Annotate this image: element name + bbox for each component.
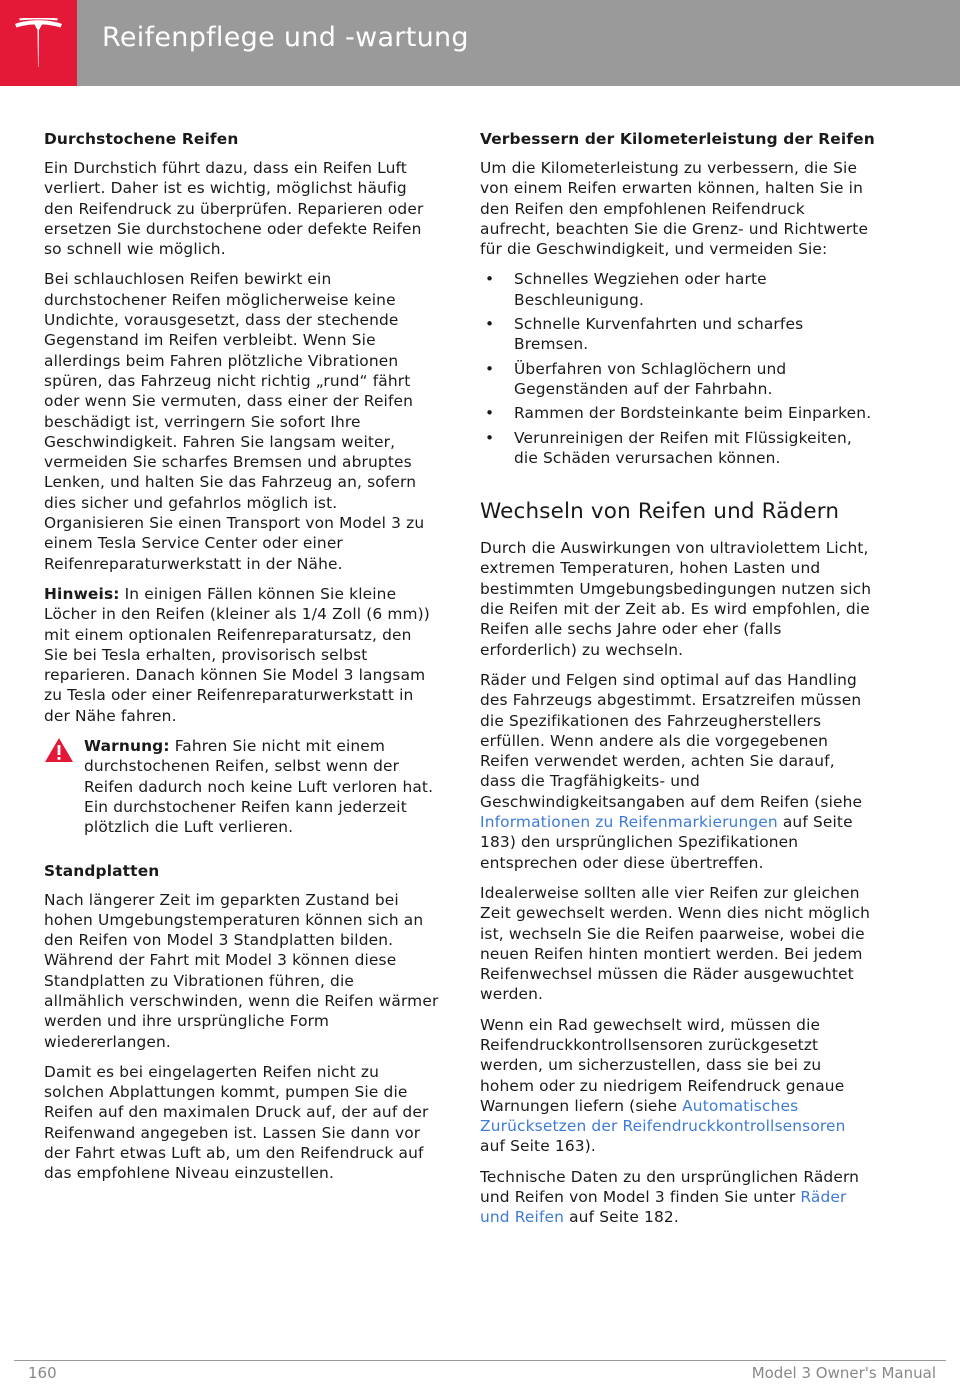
- paragraph: Ein Durchstich führt dazu, dass ein Reifen Luft verliert. Daher ist es wichtig, möglichst häufig den Reifendruck zu überprüfen. Reparieren oder ersetzen Sie durchstochene oder defekte Reifen so schnell wie möglich.: [44, 159, 424, 259]
- note: [44, 584, 439, 726]
- tesla-logo-icon: [13, 18, 64, 68]
- note-label: Hinweis:: [44, 584, 120, 603]
- paragraph: Durch die Auswirkungen von ultraviolettem Licht, extremen Temperaturen, hohen Lasten und bestimmten Umgebungsbedingungen nutzen sich die Reifen mit der Zeit ab. Es wird empfohlen, die Reifen alle sechs Jahre oder eher (falls erforderlich) zu wechseln.: [480, 539, 872, 659]
- page-title: Reifenpflege und -wartung: [102, 22, 469, 53]
- right-column: [480, 128, 875, 1238]
- link-tire-markings[interactable]: Informationen zu Reifenmarkierungen: [480, 813, 778, 832]
- heading-replacing-tires: Wechseln von Reifen und Rädern: [480, 499, 840, 525]
- heading-punctured-tires: Durchstochene Reifen: [44, 130, 239, 148]
- left-column: [44, 128, 439, 1194]
- paragraph: Bei schlauchlosen Reifen bewirkt ein durchstochener Reifen möglicherweise keine Undichte, vorausgesetzt, dass der stechende Gegenstand im Reifen verbleibt. Wenn Sie allerdings beim Fahren plötzliche Vibrationen spüren, das Fahrzeug nicht richtig „rund“ fährt oder wenn Sie vermuten, dass einer der Reifen beschädigt ist, verringern Sie sofort Ihre Geschwindigkeit. Fahren Sie langsam weiter, vermeiden Sie scharfes Bremsen und abruptes Lenken, und halten Sie das Fahrzeug an, sofern dies sicher und gefahrlos möglich ist. Organisieren Sie einen Transport von Model 3 zu einem Tesla Service Center oder einer Reifenreparaturwerkstatt in der Nähe.: [44, 270, 425, 573]
- link-wheels-tires[interactable]: Räder und Reifen: [480, 1188, 847, 1227]
- warning-box: [44, 736, 439, 837]
- text-span: auf Seite 183) den ursprünglichen Spezifikationen entsprechen oder diese übertreffen.: [480, 813, 853, 872]
- warning-text: Fahren Sie nicht mit einem durchstochenen Reifen, selbst wenn der Reifen dadurch noch keine Luft verloren hat. Ein durchstochener Reifen kann jederzeit plötzlich die Luft verlieren.: [84, 737, 434, 837]
- page-header: [0, 0, 960, 86]
- text-span: Technische Daten zu den ursprünglichen Rädern und Reifen von Model 3 finden Sie unter: [480, 1167, 860, 1207]
- footer-divider: [14, 1360, 946, 1361]
- page-number: 160: [28, 1364, 57, 1382]
- paragraph: [480, 1167, 875, 1228]
- list-item: • Schnelles Wegziehen oder harte Beschleunigung.: [480, 269, 875, 310]
- warning-label: Warnung:: [84, 737, 170, 756]
- link-tpms-reset[interactable]: Automatisches Zurücksetzen der Reifendruckkontrollsensoren: [480, 1096, 846, 1136]
- list-item: • Überfahren von Schlaglöchern und Gegenständen auf der Fahrbahn.: [480, 359, 875, 400]
- paragraph: Idealerweise sollten alle vier Reifen zur gleichen Zeit gewechselt werden. Wenn dies nicht möglich ist, wechseln Sie die Reifen paarweise, wobei die neuen Reifen hinten montiert werden. Bei jedem Reifenwechsel müssen die Räder ausgewuchtet werden.: [480, 883, 871, 1004]
- warning-icon: [44, 737, 74, 763]
- heading-tire-mileage: Verbessern der Kilometerleistung der Reifen: [480, 130, 875, 148]
- text-span: Wenn ein Rad gewechselt wird, müssen die Reifendruckkontrollsensoren zurückgesetzt werden, um sicherzustellen, dass sie bei zu hohem oder zu niedrigem Reifendruck genaue Warnungen liefern (siehe: [480, 1015, 845, 1115]
- list-item: • Rammen der Bordsteinkante beim Einparken.: [480, 403, 875, 423]
- paragraph: Um die Kilometerleistung zu verbessern, die Sie von einem Reifen erwarten können, halten Sie in den Reifen den empfohlenen Reifendruck aufrecht, beachten Sie die Grenz- und Richtwerte für die Geschwindigkeit, und vermeiden Sie:: [480, 159, 869, 259]
- manual-title: Model 3 Owner's Manual: [751, 1364, 936, 1382]
- paragraph: [480, 670, 875, 873]
- paragraph: Nach längerer Zeit im geparkten Zustand bei hohen Umgebungstemperaturen können sich an den Reifen von Model 3 Standplatten bilden. Während der Fahrt mit Model 3 können diese Standplatten zu Vibrationen führen, die allmählich verschwinden, wenn die Reifen wärmer werden und ihre ursprüngliche Form wiedererlangen.: [44, 890, 439, 1051]
- bullet-list: [480, 269, 875, 468]
- text-span: Räder und Felgen sind optimal auf das Handling des Fahrzeugs abgestimmt. Ersatzreifen müssen die Spezifikationen des Fahrzeugherstellers erfüllen. Wenn andere als die vorgegebenen Reifen verwendet werden, achten Sie darauf, dass die Tragfähigkeits- und Geschwindigkeitsangaben auf dem Reifen (siehe: [480, 670, 863, 811]
- list-item: • Schnelle Kurvenfahrten und scharfes Bremsen.: [480, 314, 875, 355]
- paragraph: Damit es bei eingelagerten Reifen nicht zu solchen Abplattungen kommt, pumpen Sie die Reifen auf den maximalen Druck auf, der auf der Reifenwand angegeben ist. Lassen Sie dann vor der Fahrt etwas Luft ab, um den Reifendruck auf das empfohlene Niveau einzustellen.: [44, 1062, 429, 1183]
- text-span: auf Seite 182.: [564, 1208, 679, 1227]
- note-text: In einigen Fällen können Sie kleine Löcher in den Reifen (kleiner als 1/4 Zoll (6 mm)) mit einem optionalen Reifenreparatursatz, den Sie bei Tesla erhalten, provisorisch selbst reparieren. Danach können Sie Model 3 langsam zu Tesla oder einer Reifenreparaturwerkstatt in der Nähe fahren.: [44, 584, 430, 725]
- heading-flat-spots: Standplatten: [44, 861, 160, 880]
- paragraph: [480, 1015, 875, 1157]
- brand-logo-box: [0, 0, 77, 86]
- list-item: • Verunreinigen der Reifen mit Flüssigkeiten, die Schäden verursachen können.: [480, 428, 875, 469]
- text-span: auf Seite 163).: [480, 1137, 596, 1156]
